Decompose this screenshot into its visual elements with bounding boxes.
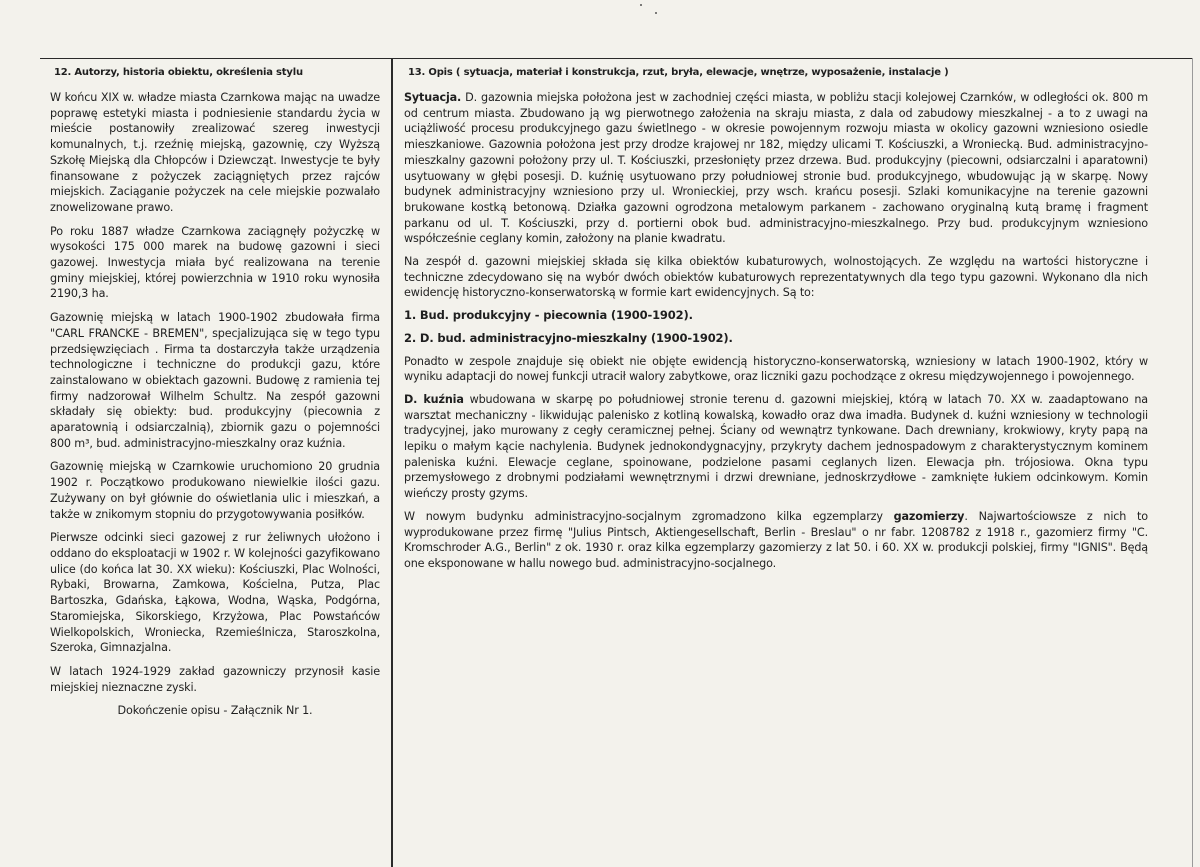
left-column xyxy=(50,66,380,727)
scan-speck xyxy=(655,12,657,14)
column-divider xyxy=(391,58,393,867)
section-13-heading: 13. Opis ( sytuacja, materiał i konstrukcja, rzut, bryła, elewacje, wnętrze, wyposażenie, instalacje ) xyxy=(408,67,949,78)
object-item-1: 1. Bud. produkcyjny - piecownia (1900-1902). xyxy=(404,308,693,323)
gazomierze-text-before: W nowym budynku administracyjno-socjalnym zgromadzono kilka egzemplarzy xyxy=(404,509,894,523)
kuznia-text: wbudowana w skarpę po południowej stronie terenu d. gazowni miejskiej, którą w latach 70. XX w. zaadaptowano na warsztat mechaniczny - likwidując palenisko z kotliną kowalską, kowadło oraz dwa imadła. Budynek d. kuźni wzniesiony w technologii tradycyjnej, jako murowany z cegły ceramicznej pełnej. Ściany od wewnątrz tynkowane. Dach drewniany, krokwiowy, kryty papą na lepiku o małym kącie nachylenia. Budynek jednokondygnacyjny, przykryty dachem jednospadowym z charakterystycznym kominem paleniska kuźni. Elewacje ceglane, spoinowane, podzielone pasami ceglanych lizen. Elewacja płn. trójosiowa. Okna typu przemysłowego z drobnymi podziałami wewnętrznymi i drzwi drewniane, jednoskrzydłowe - zamknięte łukiem odcinkowym. Komin wieńczy prosty gzyms. xyxy=(404,392,1148,501)
ponadto-paragraph: Ponadto w zespole znajduje się obiekt nie objęte ewidencją historyczno-konserwatorską, wzniesiony w latach 1900-1902, który w wyniku adaptacji do nowej funkcji utracił walory zabytkowe, oraz liczniki gazu pochodzące z okresu międzywojennego i powojennego. xyxy=(404,354,1148,384)
history-paragraph-2: Po roku 1887 władze Czarnkowa zaciągnęły pożyczkę w wysokości 175 000 marek na budowę gazowni i sieci gazowej. Inwestycja miała być realizowana na terenie gminy miejskiej, której powierzchnia w 1910 roku wynosiła 2190,3 ha. xyxy=(50,224,380,301)
sytuacja-text: D. gazownia miejska położona jest w zachodniej części miasta, w pobliżu stacji kolejowej Czarnków, w odległości ok. 800 m od centrum miasta. Zbudowano ją wg pierwotnego założenia na skraju miasta, z dala od zabudowy mieszkalnej - a to z uwagi na uciążliwość procesu produkcyjnego gazu świetlnego - w okresie powojennym rozwoju miasta w okolicy gazowni wzniesiono osiedle mieszkaniowe. Gazownia położona jest przy drodze krajowej nr 182, między ulicami T. Kościuszki, a Wroniecką. Bud. administracyjno-mieszkalny gazowni położony przy ul. T. Kościuszki, przesłonięty przez drzewa. Bud. produkcyjny (piecowni, odsiarczalni i aparatowni) usytuowany w głębi posesji. D. kuźnię usytuowano przy południowej stronie bud. produkcyjnego, wbudowując ją w skarpę. Nowy budynek administracyjny wzniesiono przy ul. Wronieckiej, przy wsch. krańcu posesji. Szlaki komunikacyjne na terenie gazowni brukowane kostką betonową. Działka gazowni ogrodzona metalowym parkanem - zachowano oryginalną kutą bramę i fragment parkanu od ul. T. Kościuszki, przy d. portierni obok bud. administracyjno-mieszkalnego. Przy bud. produkcyjnym wzniesiono współcześnie ceglany komin, założony na planie kwadratu. xyxy=(404,91,1148,246)
frame-right-rule xyxy=(1192,58,1193,867)
gazomierze-paragraph xyxy=(404,509,1148,572)
sytuacja-paragraph xyxy=(404,90,1148,247)
section-12-heading: 12. Autorzy, historia obiektu, określenia stylu xyxy=(54,67,303,78)
right-column xyxy=(404,66,1148,579)
closing-note: Dokończenie opisu - Załącznik Nr 1. xyxy=(117,704,313,718)
history-paragraph-5: Pierwsze odcinki sieci gazowej z rur żeliwnych ułożono i oddano do eksploatacji w 1902 r. W kolejności gazyfikowano ulice (do końca lat 30. XX wieku): Kościuszki, Plac Wolności, Rybaki, Browarna, Zamkowa, Kościelna, Putza, Plac Bartoszka, Gdańska, Łąkowa, Wodna, Wąska, Podgórna, Staromiejska, Sikorskiego, Krzyżowa, Plac Powstańców Wielkopolskich, Wroniecka, Rzemieślnicza, Staroszkolna, Szeroka, Gimnazjalna. xyxy=(50,531,380,655)
frame-top-rule xyxy=(40,58,1192,59)
scan-speck xyxy=(640,4,642,6)
history-paragraph-4: Gazownię miejską w Czarnkowie uruchomiono 20 grudnia 1902 r. Początkowo produkowano niewielkie ilości gazu. Zużywany on był głównie do oświetlania ulic i mieszkań, a także w znikomym stopniu do przygotowywania posiłków. xyxy=(50,460,380,521)
history-paragraph-6: W latach 1924-1929 zakład gazowniczy przynosił kasie miejskiej nieznaczne zyski. xyxy=(50,664,380,694)
object-item-2: 2. D. bud. administracyjno-mieszkalny (1900-1902). xyxy=(404,330,733,345)
gazomierze-text-after: . Najwartościowsze z nich to wyprodukowane przez firmę "Julius Pintsch, Aktiengesellschaft, Berlin - Breslau" o nr fabr. 1208782 z 1918 r., gazomierz firmy "C. Kromschroder A.G., Berlin" z ok. 1930 r. oraz kilka egzemplarzy gazomierzy z lat 50. i 60. XX w. produkcji polskiej, firmy "IGNIS". Będą one eksponowane w hallu nowego bud. administracyjno-socjalnego. xyxy=(404,509,1148,570)
history-paragraph-1: W końcu XIX w. władze miasta Czarnkowa mając na uwadze poprawę estetyki miasta i podniesienie standardu życia w mieście postanowiły zrealizować szereg inwestycji komunalnych, t.j. rzeźnię miejską, gazownię, czy Wyższą Szkołę Miejską dla Chłopców i Dziewcząt. Inwestycje te były finansowane z pożyczek zaciągniętych przez rajców miejskich. Zaciąganie pożyczek na cele miejskie pozwalało znowelizowane prawo. xyxy=(50,91,380,214)
kuznia-paragraph xyxy=(404,392,1148,502)
zespol-paragraph: Na zespół d. gazowni miejskiej składa się kilka obiektów kubaturowych, wolnostojących. Ze względu na wartości historyczne i techniczne zdecydowano się na wybór dwóch obiektów kubaturowych reprezentatywnych dla tego typu gazowni. Wykonano dla nich ewidencję historyczno-konserwatorską w formie kart ewidencyjnych. Są to: xyxy=(404,255,1148,300)
sytuacja-label: Sytuacja. xyxy=(404,91,462,104)
history-paragraph-3: Gazownię miejską w latach 1900-1902 zbudowała firma "CARL FRANCKE - BREMEN", specjalizująca się w tego typu przedsięwzięciach . Firma ta dostarczyła także urządzenia technologiczne i techniczne do produkcji gazu, które zainstalowano w obiektach gazowni. Budowę z ramienia tej firmy nadzorował Wilhelm Schultz. Na zespół gazowni składały się obiekty: bud. produkcyjny (piecownia z aparatownią i odsiarczalnią), zbiornik gazu o pojemności 800 m³, bud. administracyjno-mieszkalny oraz kuźnia. xyxy=(50,311,380,450)
kuznia-label: D. kuźnia xyxy=(404,392,464,406)
gazomierze-label: gazomierzy xyxy=(893,509,965,523)
